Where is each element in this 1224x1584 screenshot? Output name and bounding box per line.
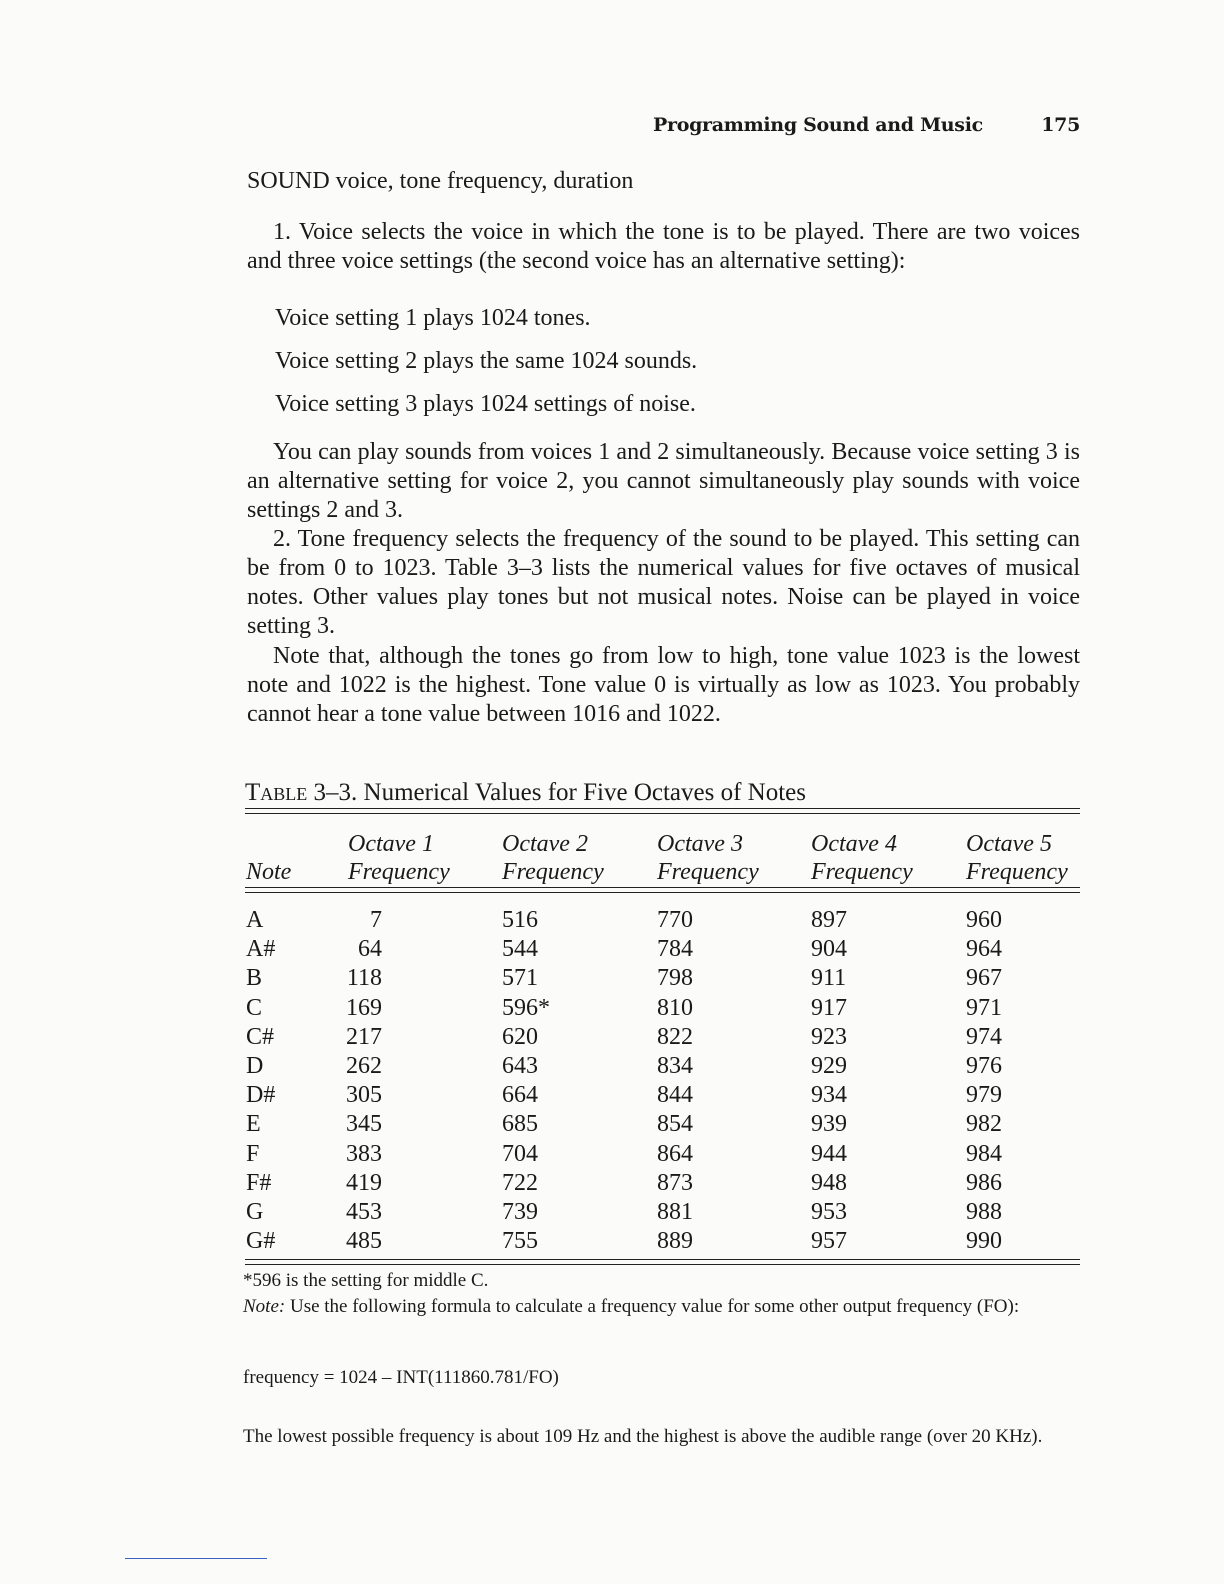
note-name-cell: F	[246, 1140, 260, 1167]
paragraph-note-range: Note that, although the tones go from low to high, tone value 1023 is the lowest note and 1022 is the highest. Tone value 0 is virtually as low as 1023. You probably cannot hear a tone value between 1016 and 1022.	[247, 643, 1080, 727]
note-name-cell: C#	[246, 1023, 275, 1050]
frequency-cell: 798	[657, 965, 693, 992]
frequency-cell: 739	[502, 1199, 538, 1225]
table-top-rule-2	[245, 813, 1080, 814]
frequency-cell: 419	[346, 1169, 382, 1196]
frequency-cell: 984	[966, 1140, 1002, 1167]
frequency-cell: 664	[502, 1082, 538, 1109]
frequency-cell: 516	[502, 907, 538, 933]
frequency-cell: 934	[811, 1082, 847, 1109]
header-rule-2	[245, 892, 1080, 893]
note-name-cell: G#	[246, 1228, 276, 1255]
note-name-cell: A	[246, 907, 264, 933]
frequency-cell: 971	[966, 994, 1002, 1021]
frequency-cell: 169	[346, 994, 382, 1021]
paragraph-voice: 1. Voice selects the voice in which the tone is to be played. There are two voices and three voice settings (the second voice has an alternative setting):	[247, 219, 1080, 274]
frequency-cell: 262	[346, 1053, 382, 1079]
frequency-cell: 960	[966, 907, 1002, 933]
note-name-cell: D#	[246, 1082, 276, 1109]
frequency-cell: 685	[502, 1111, 538, 1138]
frequency-cell: 990	[966, 1228, 1002, 1255]
frequency-cell: 810	[657, 994, 693, 1021]
table-top-rule	[245, 808, 1080, 809]
frequency-cell: 453	[346, 1199, 382, 1225]
footnote-middle-c: *596 is the setting for middle C.	[243, 1270, 489, 1291]
column-header-octave: Octave 2	[502, 831, 588, 857]
note-name-cell: E	[246, 1111, 261, 1138]
frequency-cell: 118	[346, 965, 382, 992]
frequency-cell: 64	[358, 936, 382, 963]
frequency-cell: 939	[811, 1111, 847, 1138]
frequency-cell: 544	[502, 936, 538, 963]
frequency-cell: 944	[811, 1140, 847, 1167]
note-text: Use the following formula to calculate a frequency value for some other output frequency (FO):	[289, 1296, 1020, 1317]
running-head	[600, 114, 1080, 136]
sound-syntax-line: SOUND voice, tone frequency, duration	[247, 168, 634, 194]
frequency-cell: 305	[346, 1082, 382, 1109]
frequency-cell: 979	[966, 1082, 1002, 1109]
frequency-cell: 982	[966, 1111, 1002, 1138]
frequency-cell: 976	[966, 1053, 1002, 1079]
frequency-cell: 485	[346, 1228, 382, 1255]
running-head-title: Programming Sound and Music	[653, 114, 983, 136]
frequency-cell: 889	[657, 1228, 693, 1255]
column-header-frequency: Frequency	[966, 859, 1068, 885]
note-name-cell: G	[246, 1199, 264, 1225]
frequency-cell: 897	[811, 907, 847, 933]
frequency-cell: 911	[811, 965, 847, 992]
note-name-cell: C	[246, 994, 263, 1021]
page-number: 175	[1041, 114, 1080, 136]
frequency-cell: 873	[657, 1169, 693, 1196]
frequency-formula: frequency = 1024 – INT(111860.781/FO)	[243, 1367, 559, 1388]
voice-setting-2: Voice setting 2 plays the same 1024 sounds.	[275, 348, 698, 374]
table-bottom-rule-2	[245, 1264, 1080, 1265]
paragraph-simultaneous: You can play sounds from voices 1 and 2 simultaneously. Because voice setting 3 is an alternative setting for voice 2, you cannot simultaneously play sounds with voice settings 2 and 3.	[247, 439, 1080, 523]
column-header-octave: Octave 4	[811, 831, 897, 857]
frequency-cell: 217	[346, 1023, 382, 1050]
header-rule	[245, 887, 1080, 888]
frequency-cell: 967	[966, 965, 1002, 992]
frequency-cell: 917	[811, 994, 847, 1021]
frequency-cell: 988	[966, 1199, 1002, 1225]
frequency-cell: 844	[657, 1082, 693, 1109]
frequency-cell: 784	[657, 936, 693, 963]
voice-setting-1: Voice setting 1 plays 1024 tones.	[275, 305, 591, 331]
note-name-cell: A#	[246, 936, 276, 963]
table-bottom-rule	[245, 1259, 1080, 1260]
column-header-frequency: Frequency	[657, 859, 759, 885]
column-header-frequency: Frequency	[502, 859, 604, 885]
column-header-frequency: Frequency	[811, 859, 913, 885]
voice-setting-3: Voice setting 3 plays 1024 settings of noise.	[275, 391, 696, 417]
bottom-rule-link	[125, 1558, 267, 1559]
frequency-cell: 904	[811, 936, 847, 963]
note-name-cell: B	[246, 965, 263, 992]
frequency-cell: 974	[966, 1023, 1002, 1050]
note-name-cell: D	[246, 1053, 264, 1079]
frequency-cell: 834	[657, 1053, 693, 1079]
frequency-cell: 957	[811, 1228, 847, 1255]
frequency-cell: 854	[657, 1111, 693, 1138]
column-header-octave: Octave 1	[348, 831, 434, 857]
frequency-cell: 620	[502, 1023, 538, 1050]
column-header-octave: Octave 5	[966, 831, 1052, 857]
frequency-cell: 383	[346, 1140, 382, 1167]
frequency-cell: 722	[502, 1169, 538, 1196]
frequency-cell: 986	[966, 1169, 1002, 1196]
frequency-cell: 923	[811, 1023, 847, 1050]
frequency-cell: 770	[657, 907, 693, 933]
frequency-cell: 822	[657, 1023, 693, 1050]
frequency-cell: 948	[811, 1169, 847, 1196]
frequency-cell: 864	[657, 1140, 693, 1167]
frequency-cell: 929	[811, 1053, 847, 1079]
frequency-cell: 964	[966, 936, 1002, 963]
column-header-frequency: Frequency	[348, 859, 450, 885]
frequency-cell: 881	[657, 1199, 693, 1225]
frequency-cell: 7	[370, 907, 382, 933]
frequency-cell: 345	[346, 1111, 382, 1138]
frequency-cell: 953	[811, 1199, 847, 1225]
frequency-cell: 596*	[502, 994, 550, 1021]
note-label: Note:	[243, 1296, 286, 1317]
frequency-cell: 643	[502, 1053, 538, 1079]
table-caption	[245, 779, 806, 807]
frequency-cell: 571	[502, 965, 538, 992]
column-header-octave: Octave 3	[657, 831, 743, 857]
frequency-range-note: The lowest possible frequency is about 109 Hz and the highest is above the audible range (over 20 KHz).	[243, 1426, 1043, 1447]
table-caption-label: Table 3–3.	[245, 779, 358, 806]
column-header-note: Note	[246, 859, 292, 885]
table-caption-text: Numerical Values for Five Octaves of Notes	[363, 779, 806, 806]
note-name-cell: F#	[246, 1169, 272, 1196]
paragraph-tone-frequency: 2. Tone frequency selects the frequency of the sound to be played. This setting can be from 0 to 1023. Table 3–3 lists the numerical values for five octaves of musical notes. Other values play tones but not musical notes. Noise can be played in voice setting 3.	[247, 526, 1080, 639]
footnote-formula-note	[243, 1294, 1080, 1320]
frequency-cell: 755	[502, 1228, 538, 1255]
frequency-cell: 704	[502, 1140, 538, 1167]
